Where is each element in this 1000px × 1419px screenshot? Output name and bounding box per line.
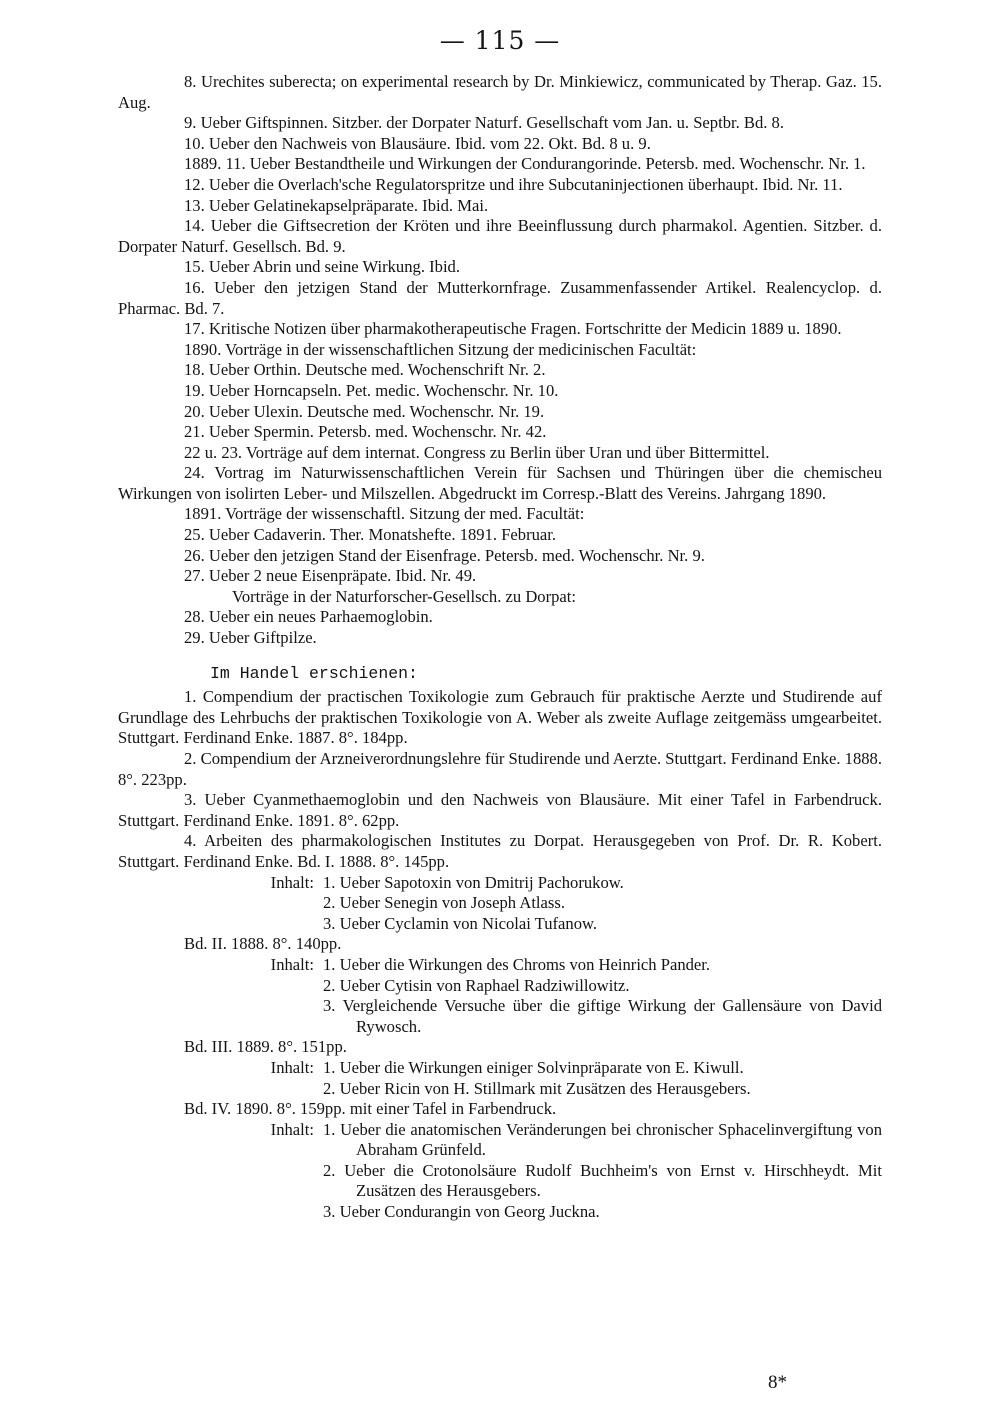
inhalt-row xyxy=(118,893,882,914)
list-item: 12. Ueber die Overlach'sche Regulatorspritze und ihre Subcutaninjectionen überhaupt. Ibid. Nr. 11. xyxy=(184,174,843,194)
list-item: 21. Ueber Spermin. Petersb. med. Wochenschr. Nr. 42. xyxy=(184,422,547,442)
publication-list-a xyxy=(118,72,882,587)
inhalt-label: Inhalt: xyxy=(270,1119,314,1139)
list-item: 1889. 11. Ueber Bestandtheile und Wirkungen der Condurangorinde. Petersb. med. Wochenschr. Nr. 1. xyxy=(184,154,866,174)
inhalt-item: 1. Ueber Sapotoxin von Dmitrij Pachorukow. xyxy=(323,872,624,892)
inhalt-label: Inhalt: xyxy=(270,954,314,974)
inhalt-item: 3. Vergleichende Versuche über die giftige Wirkung der Gallensäure von David Rywosch. xyxy=(323,996,882,1036)
list-item: 13. Ueber Gelatinekapselpräparate. Ibid. Mai. xyxy=(184,195,489,215)
inhalt-item: 1. Ueber die anatomischen Veränderungen bei chronischer Sphacelinvergiftung von Abraham Grünfeld. xyxy=(323,1119,882,1160)
publication-list-b xyxy=(118,607,882,648)
inhalt-row xyxy=(118,914,882,935)
inhalt-row xyxy=(118,1120,882,1161)
inhalt-item: 3. Ueber Cyclamin von Nicolai Tufanow. xyxy=(323,913,598,933)
list-item: 3. Ueber Cyanmethaemoglobin und den Nachweis von Blausäure. Mit einer Tafel in Farbendruck. Stuttgart. Ferdinand Enke. 1891. 8°. 62pp. xyxy=(118,790,882,830)
inhalt-item: 2. Ueber Senegin von Joseph Atlass. xyxy=(323,893,565,913)
inhalt-item: 2. Ueber die Crotonolsäure Rudolf Buchheim's von Ernst v. Hirschheydt. Mit Zusätzen des Herausgebers. xyxy=(323,1160,882,1201)
signature-mark: 8* xyxy=(768,1372,787,1393)
inhalt-row xyxy=(118,955,882,976)
list-item: 10. Ueber den Nachweis von Blausäure. Ibid. vom 22. Okt. Bd. 8 u. 9. xyxy=(184,133,651,153)
list-item: 18. Ueber Orthin. Deutsche med. Wochenschrift Nr. 2. xyxy=(184,360,546,380)
list-item: 2. Compendium der Arzneiverordnungslehre für Studirende und Aerzte. Stuttgart. Ferdinand Enke. 1888. 8°. 223pp. xyxy=(118,749,882,789)
inhalt-row xyxy=(118,1058,882,1079)
inhalt-row xyxy=(118,1079,882,1100)
inhalt-row xyxy=(118,873,882,894)
inhalt-item: 2. Ueber Ricin von H. Stillmark mit Zusätzen des Herausgebers. xyxy=(323,1078,751,1098)
list-item: 24. Vortrag im Naturwissenschaftlichen Verein für Sachsen und Thüringen über die chemischeu Wirkungen von isolirten Leber- und Milszellen. Abgedruckt im Corresp.-Blatt des Vereins. Jahrgang 1890. xyxy=(118,463,882,503)
list-item: 8. Urechites suberecta; on experimental research by Dr. Minkiewicz, communicated by Therap. Gaz. 15. Aug. xyxy=(118,72,882,112)
list-item: 1. Compendium der practischen Toxikologie zum Gebrauch für praktische Aerzte und Studirende auf Grundlage des Lehrbuchs der praktischen Toxikologie von A. Weber als zweite Auflage zeitgemäss umgearbeitet. Stuttgart. Ferdinand Enke. 1887. 8°. 184pp. xyxy=(118,687,882,748)
inhalt-item: 2. Ueber Cytisin von Raphael Radziwillowitz. xyxy=(323,975,630,995)
volume-heading: Bd. III. 1889. 8°. 151pp. xyxy=(184,1037,347,1057)
list-item: 1890. Vorträge in der wissenschaftlichen Sitzung der medicinischen Facultät: xyxy=(184,339,697,359)
list-item: 17. Kritische Notizen über pharmakotherapeutische Fragen. Fortschritte der Medicin 1889 u. 1890. xyxy=(184,319,842,339)
list-item: 15. Ueber Abrin und seine Wirkung. Ibid. xyxy=(184,257,461,277)
list-item: 14. Ueber die Giftsecretion der Kröten und ihre Beeinflussung durch pharmakol. Agentien. Sitzber. d. Dorpater Naturf. Gesellsch. Bd. 9. xyxy=(118,216,882,256)
section-heading: Im Handel erschienen: xyxy=(210,663,418,683)
inhalt-row xyxy=(118,1161,882,1202)
handel-list xyxy=(118,687,882,872)
volume-contents xyxy=(118,873,882,1223)
inhalt-row xyxy=(118,976,882,997)
list-item: 22 u. 23. Vorträge auf dem internat. Congress zu Berlin über Uran und über Bittermittel. xyxy=(184,442,770,462)
inhalt-item: 3. Ueber Condurangin von Georg Juckna. xyxy=(323,1202,600,1222)
list-item: 4. Arbeiten des pharmakologischen Institutes zu Dorpat. Herausgegeben von Prof. Dr. R. Kobert. Stuttgart. Ferdinand Enke. Bd. I. 1888. 8°. 145pp. xyxy=(118,831,882,871)
list-item: 29. Ueber Giftpilze. xyxy=(184,628,317,648)
list-item: 27. Ueber 2 neue Eisenpräpate. Ibid. Nr. 49. xyxy=(184,566,477,586)
list-item: 20. Ueber Ulexin. Deutsche med. Wochenschr. Nr. 19. xyxy=(184,401,545,421)
inhalt-label: Inhalt: xyxy=(270,872,314,892)
naturforscher-heading: Vorträge in der Naturforscher-Gesellsch. zu Dorpat: xyxy=(232,586,577,606)
page-body xyxy=(118,72,882,1223)
list-item: 26. Ueber den jetzigen Stand der Eisenfrage. Petersb. med. Wochenschr. Nr. 9. xyxy=(184,545,705,565)
list-item: 9. Ueber Giftspinnen. Sitzber. der Dorpater Naturf. Gesellschaft vom Jan. u. Septbr. Bd. 8. xyxy=(184,113,784,133)
inhalt-label: Inhalt: xyxy=(270,1057,314,1077)
inhalt-row xyxy=(118,996,882,1037)
list-item: 19. Ueber Horncapseln. Pet. medic. Wochenschr. Nr. 10. xyxy=(184,380,559,400)
inhalt-item: 1. Ueber die Wirkungen des Chroms von Heinrich Pander. xyxy=(323,954,711,974)
inhalt-row xyxy=(118,1202,882,1223)
list-item: 1891. Vorträge der wissenschaftl. Sitzung der med. Facultät: xyxy=(184,504,585,524)
inhalt-item: 1. Ueber die Wirkungen einiger Solvinpräparate von E. Kiwull. xyxy=(323,1057,744,1077)
list-item: 16. Ueber den jetzigen Stand der Mutterkornfrage. Zusammenfassender Artikel. Realencyclop. d. Pharmac. Bd. 7. xyxy=(118,277,882,318)
page-number: — 115 — xyxy=(439,26,561,55)
volume-heading: Bd. IV. 1890. 8°. 159pp. mit einer Tafel in Farbendruck. xyxy=(184,1099,557,1119)
volume-heading: Bd. II. 1888. 8°. 140pp. xyxy=(184,934,342,954)
list-item: 25. Ueber Cadaverin. Ther. Monatshefte. 1891. Februar. xyxy=(184,525,557,545)
list-item: 28. Ueber ein neues Parhaemoglobin. xyxy=(184,607,433,627)
